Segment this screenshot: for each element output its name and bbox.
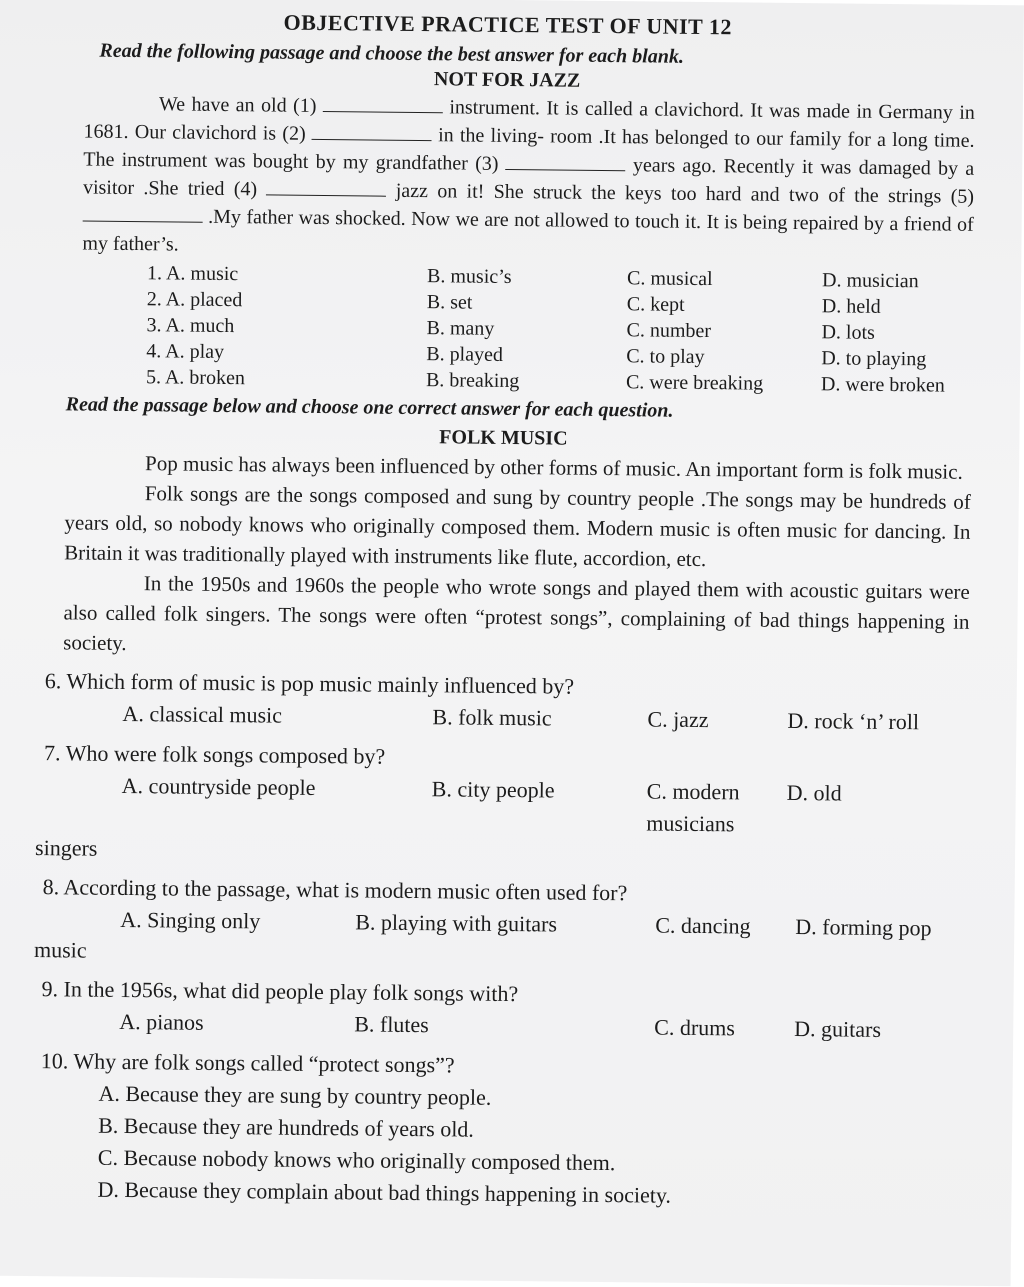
passage2-paragraph: In the 1950s and 1960s the people who wrote songs and played them with acoustic guitars were also called folk singers. The songs were often “protest songs”, complaining of bad things happening in society. xyxy=(63,571,970,655)
option-c: C. were breaking xyxy=(625,371,764,395)
option-d: D. forming pop xyxy=(795,914,932,941)
option-b: B. city people xyxy=(431,776,555,803)
option-b: B. Because they are hundreds of years old. xyxy=(98,1112,475,1142)
section2-instruction: Read the passage below and choose one correct answer for each question. xyxy=(65,393,674,422)
option-d: D. guitars xyxy=(794,1016,882,1042)
option-d: D. held xyxy=(821,295,881,318)
question-9 xyxy=(29,973,966,1047)
page-title: OBJECTIVE PRACTICE TEST OF UNIT 12 xyxy=(283,9,733,40)
passage2-paragraph: Pop music has always been influenced by other forms of music. An important form is folk music. xyxy=(145,451,963,484)
option-d: D. were broken xyxy=(820,373,945,397)
option-a: 3. A. much xyxy=(146,314,235,338)
question-text: 9. In the 1956s, what did people play folk songs with? xyxy=(41,976,519,1007)
option-a: 4. A. play xyxy=(146,340,225,364)
option-a: A. classical music xyxy=(122,700,283,728)
option-a: A. countryside people xyxy=(121,772,316,800)
question-text: 8. According to the passage, what is modern music often used for? xyxy=(42,874,628,906)
option-a: 1. A. music xyxy=(147,262,239,286)
option-b: B. folk music xyxy=(432,704,552,731)
option-c: C. to play xyxy=(626,345,705,369)
option-wrap-text: singers xyxy=(34,835,98,861)
blank-1 xyxy=(323,95,443,113)
option-b: B. many xyxy=(426,317,495,340)
option-d: D. musician xyxy=(821,269,919,293)
question-10 xyxy=(27,1045,965,1215)
question-text: 6. Which form of music is pop music mainly influenced by? xyxy=(44,668,575,699)
option-b: B. breaking xyxy=(425,369,520,393)
option-c: C. drums xyxy=(654,1014,736,1041)
passage1-questions xyxy=(146,260,973,399)
blank-5 xyxy=(83,205,203,223)
passage2-title: FOLK MUSIC xyxy=(439,426,568,450)
option-b: B. playing with guitars xyxy=(355,909,558,937)
question-8 xyxy=(30,871,967,975)
option-c: C. Because nobody knows who originally composed them. xyxy=(97,1144,616,1176)
option-b: B. played xyxy=(426,343,504,366)
option-d: D. lots xyxy=(821,321,875,344)
option-c: C. kept xyxy=(626,293,685,316)
blank-4 xyxy=(266,178,386,196)
question-text: 10. Why are folk songs called “protect songs”? xyxy=(40,1048,455,1078)
passage1-title: NOT FOR JAZZ xyxy=(433,68,581,92)
option-c: C. musical xyxy=(626,267,713,291)
answer-options xyxy=(121,770,968,843)
option-d: D. rock ‘n’ roll xyxy=(787,707,920,735)
option-c: C. number xyxy=(626,319,712,343)
option-d: D. old xyxy=(786,779,842,806)
blank-2 xyxy=(312,123,432,141)
answer-options xyxy=(97,1078,964,1215)
option-a: A. Singing only xyxy=(120,906,261,934)
question-6 xyxy=(32,665,969,739)
option-wrap-text: music xyxy=(33,937,87,963)
option-d: D. to playing xyxy=(821,347,927,371)
section1-instruction: Read the following passage and choose the best answer for each blank. xyxy=(99,39,685,68)
option-c: C. modern musicians xyxy=(646,778,740,837)
question-text: 7. Who were folk songs composed by? xyxy=(43,740,386,769)
option-c: C. jazz xyxy=(647,706,709,733)
option-b: B. set xyxy=(426,291,473,314)
option-b: B. flutes xyxy=(354,1011,429,1038)
question-7 xyxy=(31,737,968,873)
passage2-paragraph: Folk songs are the songs composed and sung by country people .The songs may be hundreds of years old, so nobody knows who originally composed them. Modern music is often music for dancing. In Britain it was traditionally played with instruments like flute, accordion, etc. xyxy=(64,481,971,572)
option-d: D. Because they complain about bad things happening in society. xyxy=(97,1176,672,1208)
passage1-text: We have an old (1) instrument. It is called a clavichord. It was made in Germany in 1681. Our clavichord is (2) in the living- room .It has belonged to our family for a long time. The instrument was bought by my grandfather (3) years ago. Recently it was damaged by a visitor .She tried (4) jazz on it! She struck the keys too hard and two of the strings (5) .My father was shocked. Now we are not allowed to touch it. It is being repaired by a friend of my father’s. xyxy=(82,93,975,256)
blank-3 xyxy=(506,153,626,171)
option-a: A. Because they are sung by country people. xyxy=(98,1080,492,1110)
option-a: 2. A. placed xyxy=(146,288,243,312)
option-a: 5. A. broken xyxy=(145,366,246,390)
option-a: A. pianos xyxy=(119,1008,204,1035)
option-c: C. dancing xyxy=(655,912,751,939)
option-b: B. music’s xyxy=(426,265,512,289)
